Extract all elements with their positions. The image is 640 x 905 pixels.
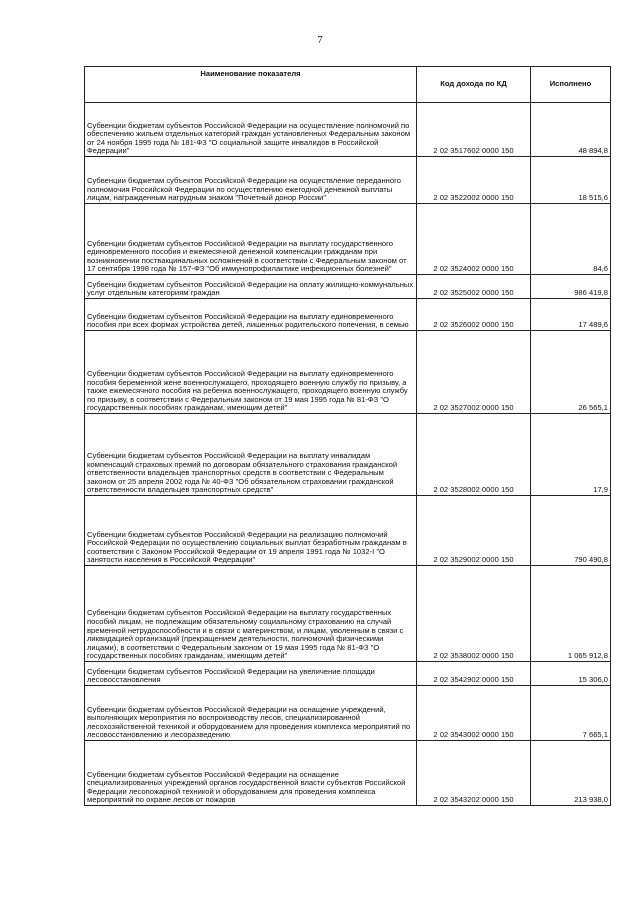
row-executed-amount: 84,6 (531, 204, 611, 275)
row-executed-amount: 213 938,0 (531, 741, 611, 806)
row-income-code: 2 02 3524002 0000 150 (417, 204, 531, 275)
row-income-code: 2 02 3543202 0000 150 (417, 741, 531, 806)
table-body (85, 103, 611, 806)
row-executed-amount: 17,9 (531, 414, 611, 496)
header-income-code: Код дохода по КД (417, 67, 531, 103)
row-indicator-name: Субвенции бюджетам субъектов Российской Федерации на осуществление полномочий по обеспечению жильем отдельных категорий граждан установленных Федеральным законом от 24 ноября 1995 года № 181-ФЗ "О социальной защите инвалидов в Российской Федерации" (85, 103, 417, 157)
row-indicator-name: Субвенции бюджетам субъектов Российской Федерации на выплату инвалидам компенсаций страховых премий по договорам обязательного страхования гражданской ответственности владельцев транспортных средств в соответствии с Федеральным законом от 25 апреля 2002 года № 40-ФЗ "Об обязательном страховании гражданской ответственности владельцев транспортных средств" (85, 414, 417, 496)
table-row (85, 496, 611, 566)
row-income-code: 2 02 3528002 0000 150 (417, 414, 531, 496)
header-indicator-name: Наименование показателя (85, 67, 417, 103)
row-indicator-name: Субвенции бюджетам субъектов Российской Федерации на увеличение площади лесовосстановления (85, 662, 417, 686)
row-executed-amount: 1 065 912,8 (531, 566, 611, 662)
row-income-code: 2 02 3517602 0000 150 (417, 103, 531, 157)
row-executed-amount: 7 665,1 (531, 686, 611, 741)
row-executed-amount: 26 565,1 (531, 331, 611, 414)
table-row (85, 331, 611, 414)
row-income-code: 2 02 3526002 0000 150 (417, 299, 531, 331)
row-income-code: 2 02 3529002 0000 150 (417, 496, 531, 566)
row-income-code: 2 02 3525002 0000 150 (417, 275, 531, 299)
row-income-code: 2 02 3538002 0000 150 (417, 566, 531, 662)
table-row (85, 275, 611, 299)
table-row (85, 414, 611, 496)
row-indicator-name: Субвенции бюджетам субъектов Российской Федерации на оплату жилищно-коммунальных услуг отдельным категориям граждан (85, 275, 417, 299)
row-indicator-name: Субвенции бюджетам субъектов Российской Федерации на выплату единовременного пособия беременной жене военнослужащего, проходящего военную службу по призыву, а также ежемесячного пособия на ребенка военнослужащего, проходящего военную службу по призыву, в соответствии с Федеральным законом от 19 мая 1995 года № 81-ФЗ "О государственных пособиях гражданам, имеющим детей" (85, 331, 417, 414)
row-executed-amount: 18 515,6 (531, 157, 611, 204)
row-indicator-name: Субвенции бюджетам субъектов Российской Федерации на выплату единовременного пособия при всех формах устройства детей, лишенных родительского попечения, в семью (85, 299, 417, 331)
row-executed-amount: 15 306,0 (531, 662, 611, 686)
table-row (85, 741, 611, 806)
table-row (85, 204, 611, 275)
row-income-code: 2 02 3542902 0000 150 (417, 662, 531, 686)
row-indicator-name: Субвенции бюджетам субъектов Российской Федерации на выплату государственных пособий лицам, не подлежащим обязательному социальному страхованию на случай временной нетрудоспособности и в связи с материнством, и лицам, уволенным в связи с ликвидацией организаций (прекращением деятельности, полномочий физическими лицами), в соответствии с Федеральным законом от 19 мая 1995 года № 81-ФЗ "О государственных пособиях гражданам, имеющим детей" (85, 566, 417, 662)
row-executed-amount: 790 490,8 (531, 496, 611, 566)
row-executed-amount: 48 894,8 (531, 103, 611, 157)
table-row (85, 299, 611, 331)
row-income-code: 2 02 3543002 0000 150 (417, 686, 531, 741)
row-indicator-name: Субвенции бюджетам субъектов Российской Федерации на оснащение специализированных учреждений органов государственной власти субъектов Российской Федерации лесопожарной техникой и оборудованием для проведения комплекса мероприятий по охране лесов от пожаров (85, 741, 417, 806)
table-row (85, 103, 611, 157)
revenue-table (84, 66, 611, 806)
table-row (85, 566, 611, 662)
row-indicator-name: Субвенции бюджетам субъектов Российской Федерации на осуществление переданного полномочия Российской Федерации по осуществлению ежегодной денежной выплаты лицам, награжденным нагрудным знаком "Почетный донор России" (85, 157, 417, 204)
row-executed-amount: 986 419,8 (531, 275, 611, 299)
page-number: 7 (317, 34, 323, 46)
row-income-code: 2 02 3527002 0000 150 (417, 331, 531, 414)
header-executed: Исполнено (531, 67, 611, 103)
table-row (85, 157, 611, 204)
row-income-code: 2 02 3522002 0000 150 (417, 157, 531, 204)
row-indicator-name: Субвенции бюджетам субъектов Российской Федерации на оснащение учреждений, выполняющих мероприятия по воспроизводству лесов, специализированной лесохозяйственной техникой и оборудованием для проведения комплекса мероприятий по лесовосстановлению и лесоразведению (85, 686, 417, 741)
row-indicator-name: Субвенции бюджетам субъектов Российской Федерации на реализацию полномочий Российской Федерации по осуществлению социальных выплат безработным гражданам в соответствии с Законом Российской Федерации от 19 апреля 1991 года № 1032-I "О занятости населения в Российской Федерации" (85, 496, 417, 566)
table-header-row (85, 67, 611, 103)
row-indicator-name: Субвенции бюджетам субъектов Российской Федерации на выплату государственного единовременного пособия и ежемесячной денежной компенсации гражданам при возникновении поствакцинальных осложнений в соответствии с Федеральным законом от 17 сентября 1998 года № 157-ФЗ "Об иммунопрофилактике инфекционных болезней" (85, 204, 417, 275)
row-executed-amount: 17 489,6 (531, 299, 611, 331)
table-row (85, 686, 611, 741)
table-row (85, 662, 611, 686)
